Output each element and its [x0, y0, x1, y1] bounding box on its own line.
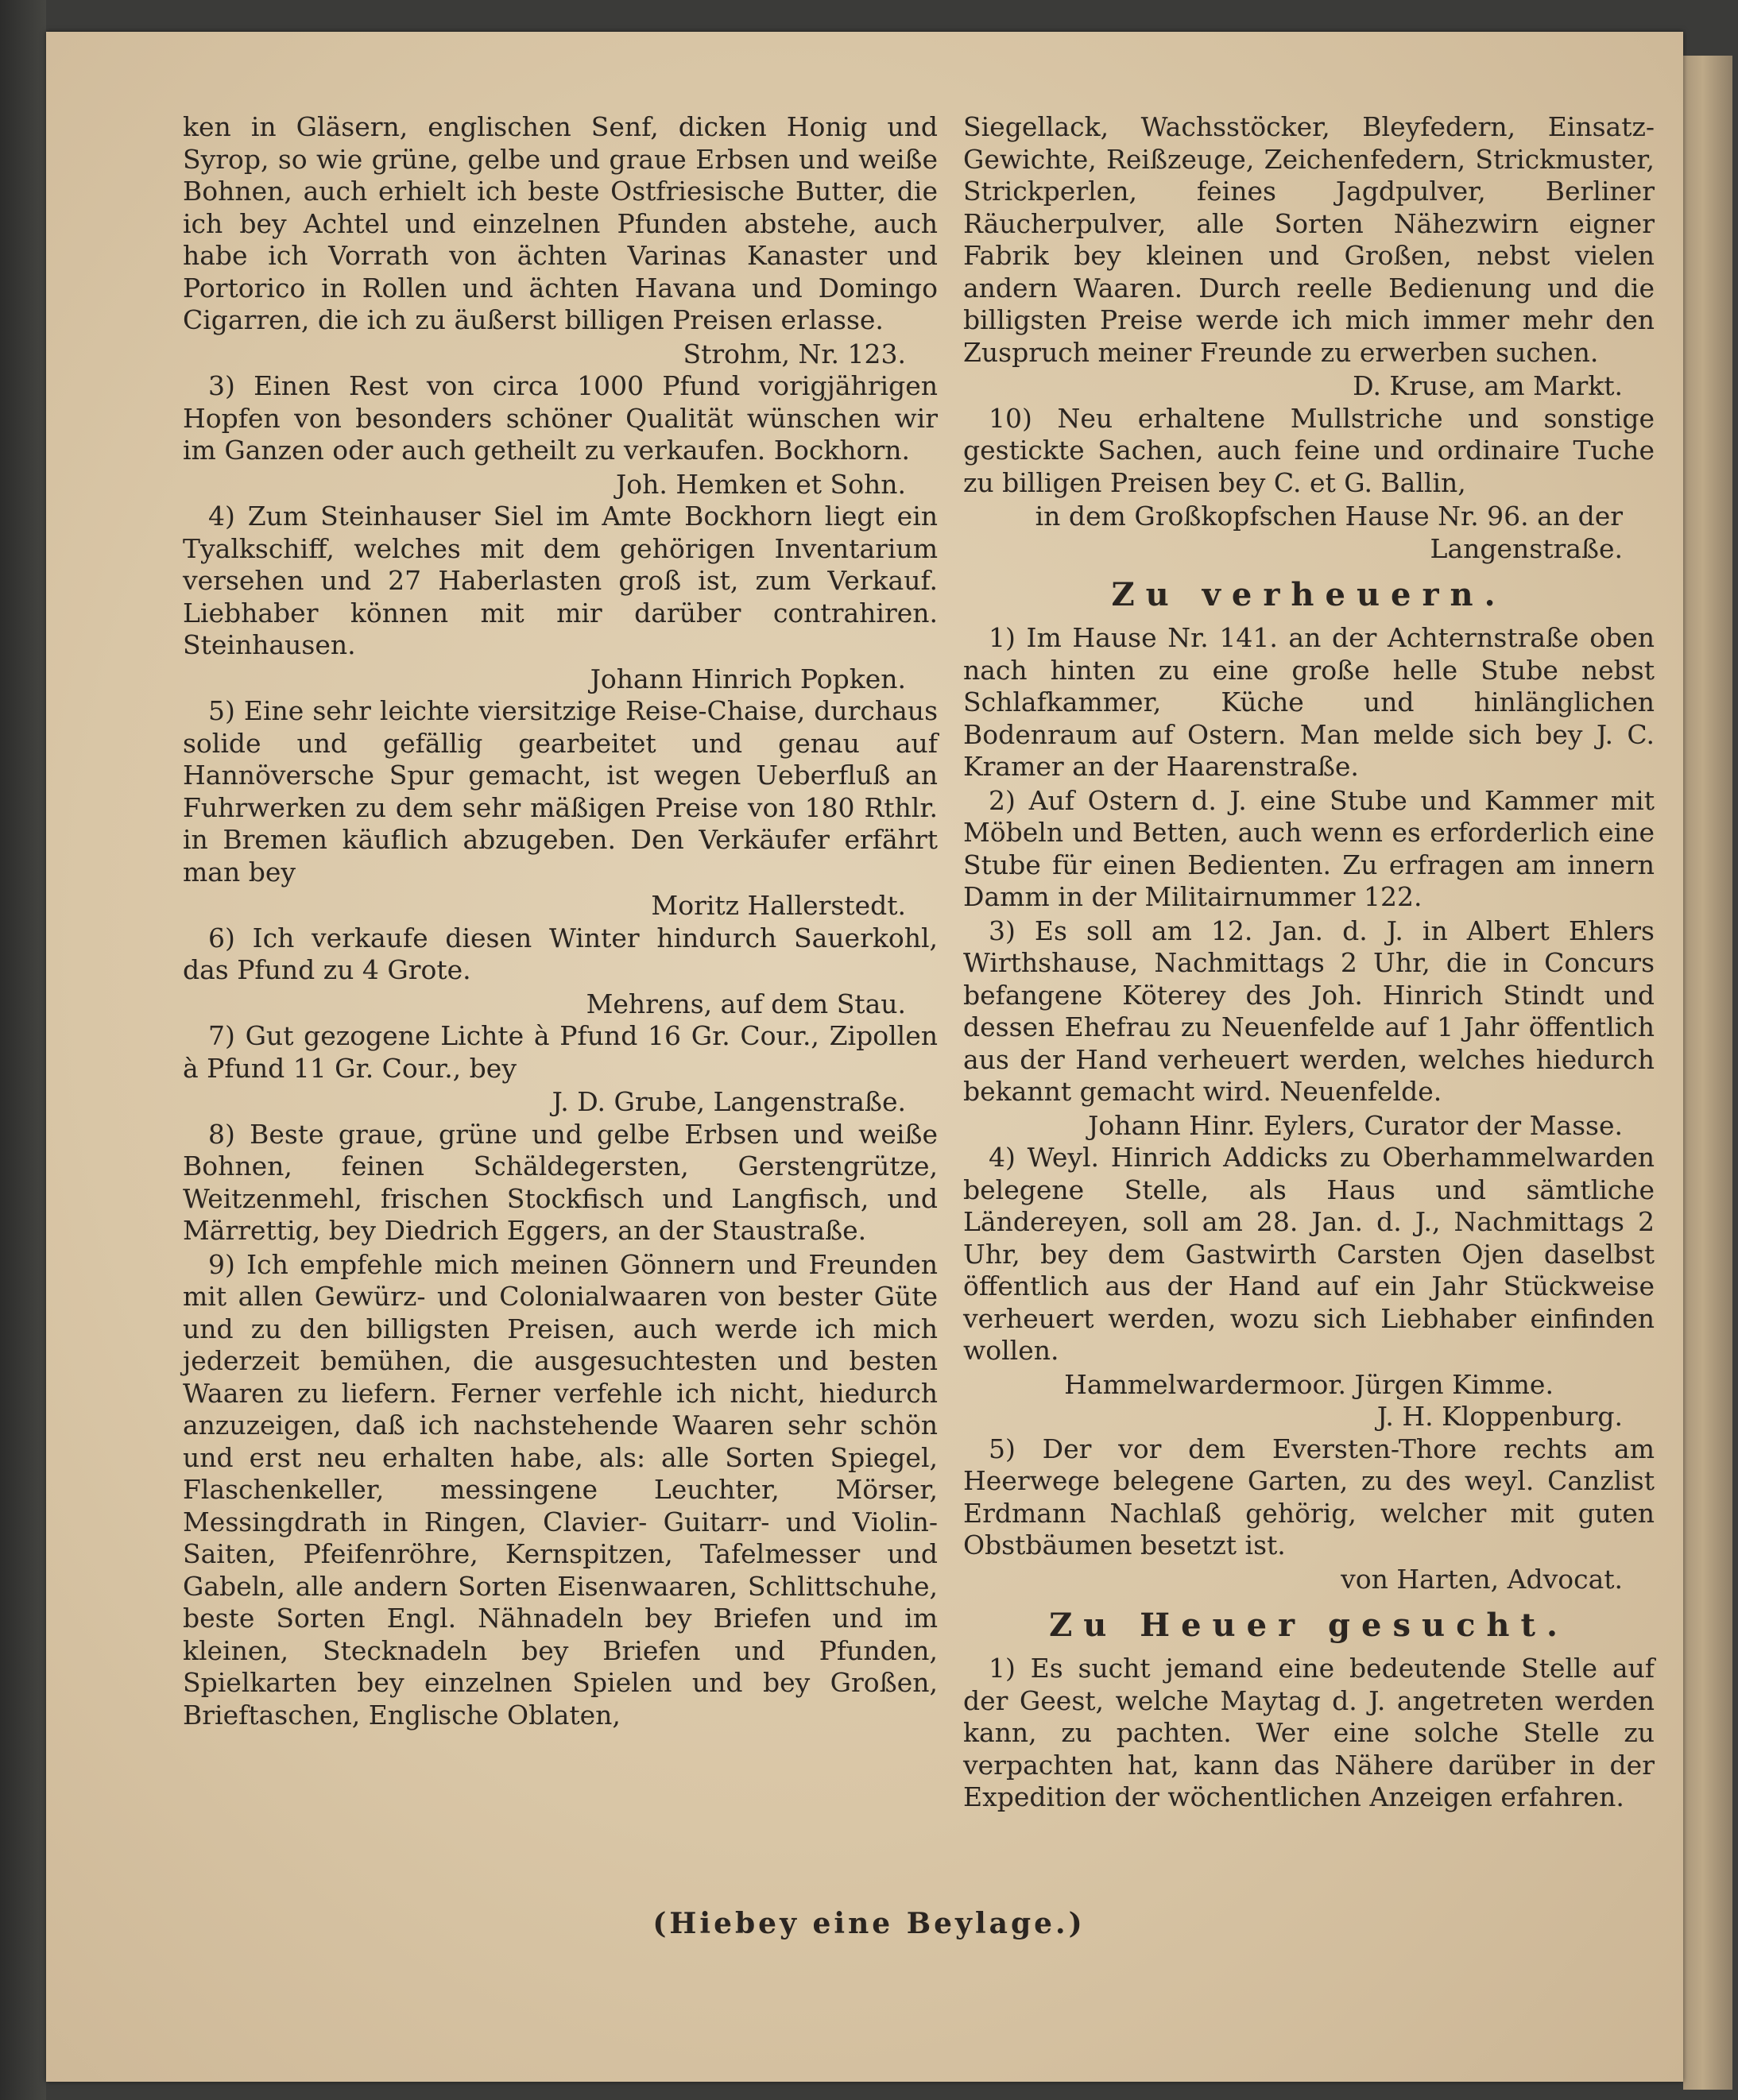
right-column — [963, 111, 1655, 1816]
section-heading-gesucht: Zu Heuer gesucht. — [1049, 1607, 1569, 1644]
rental-item-3: 3) Es soll am 12. Jan. d. J. in Albert Ehlers Wirthshause, Nachmittags 2 Uhr, die in Concurs befangene Köterey des Joh. Hinrich Stindt und dessen Ehefrau zu Neuenfelde auf 1 Jahr öffentlich aus der Hand verheuert werden, welches hiedurch bekannt gemacht wird. Neuenfelde. — [963, 915, 1655, 1107]
signature-grube: J. D. Grube, Langenstraße. — [552, 1086, 906, 1117]
signature-ballin: in dem Großkopfschen Hause Nr. 96. an der Langenstraße. — [1035, 501, 1623, 564]
paragraph-9-continued: Siegellack, Wachsstöcker, Bleyfedern, Einsatz-Gewichte, Reißzeuge, Zeichenfedern, Strickmuster, Strickperlen, feines Jagdpulver, Berliner Räucherpulver, alle Sorten Nähezwirn eigner Fabrik bey kleinen und Großen, nebst vielen andern Waaren. Durch reelle Bedienung und die billigsten Preise werde ich mich immer mehr den Zuspruch meiner Freunde zu erwerben suchen. — [963, 111, 1655, 368]
footer-supplement-note: (Hiebey eine Beylage.) — [652, 1907, 1086, 1940]
paragraph-6: 6) Ich verkaufe diesen Winter hindurch Sauerkohl, das Pfund zu 4 Grote. — [183, 922, 938, 985]
signature-eylers: Johann Hinr. Eylers, Curator der Masse. — [1088, 1109, 1623, 1141]
paragraph-8: 8) Beste graue, grüne und gelbe Erbsen und weiße Bohnen, feinen Schäldegersten, Gerstengrütze, Weitzenmehl, frischen Stockfisch und Langfisch, und Märrettig, bey Diedrich Eggers, an der Staustraße. — [183, 1118, 938, 1246]
rental-item-1: 1) Im Hause Nr. 141. an der Achternstraße oben nach hinten zu eine große helle Stube nebst Schlafkammer, Küche und hinlänglichen Bodenraum auf Ostern. Man melde sich bey J. C. Kramer an der Haarenstraße. — [963, 622, 1655, 782]
rental-item-5: 5) Der vor dem Eversten-Thore rechts am Heerwege belegene Garten, zu des weyl. Canzlist Erdmann Nachlaß gehörig, welcher mit guten Obstbäumen besetzt ist. — [963, 1433, 1655, 1560]
paragraph-intro: ken in Gläsern, englischen Senf, dicken Honig und Syrop, so wie grüne, gelbe und graue Erbsen und weiße Bohnen, auch erhielt ich beste Ostfriesische Butter, die ich bey Achtel und einzelnen Pfunden abstehe, auch habe ich Vorrath von ächten Varinas Kanaster und Portorico in Rollen und ächten Havana und Domingo Cigarren, die ich zu äußerst billigen Preisen erlasse. — [183, 111, 938, 335]
paragraph-10: 10) Neu erhaltene Mullstriche und sonstige gestickte Sachen, auch feine und ordinaire Tuche zu billigen Preisen bey C. et G. Ballin, — [963, 402, 1655, 498]
paragraph-3: 3) Einen Rest von circa 1000 Pfund vorigjährigen Hopfen von besonders schöner Qualität wünschen wir im Ganzen oder auch getheilt zu verkaufen. Bockhorn. — [183, 370, 938, 466]
signature-kruse: D. Kruse, am Markt. — [1353, 370, 1623, 401]
signature-kimme: Hammelwardermoor. Jürgen Kimme. — [1064, 1368, 1554, 1400]
left-column — [183, 111, 938, 1733]
paragraph-5: 5) Eine sehr leichte viersitzige Reise-Chaise, durchaus solide und gefällig gearbeitet und genau auf Hannöversche Spur gemacht, ist wegen Ueberfluß an Fuhrwerken zu dem sehr mäßigen Preise von 180 Rthlr. in Bremen käuflich abzugeben. Den Verkäufer erfährt man bey — [183, 695, 938, 888]
adjacent-page-edge — [1683, 56, 1732, 2090]
paragraph-7: 7) Gut gezogene Lichte à Pfund 16 Gr. Cour., Zipollen à Pfund 11 Gr. Cour., bey — [183, 1020, 938, 1084]
signature-hallerstedt: Moritz Hallerstedt. — [651, 890, 906, 921]
signature-strohm: Strohm, Nr. 123. — [683, 338, 906, 369]
paragraph-4: 4) Zum Steinhauser Siel im Amte Bockhorn liegt ein Tyalkschiff, welches mit dem gehörigen Inventarium versehen und 27 Haberlasten groß ist, zum Verkauf. Liebhaber können mit mir darüber contrahiren. Steinhausen. — [183, 501, 938, 660]
rental-item-4: 4) Weyl. Hinrich Addicks zu Oberhammelwarden belegene Stelle, als Haus und sämtliche Ländereyen, soll am 28. Jan. d. J., Nachmittags 2 Uhr, bey dem Gastwirth Carsten Ojen daselbst öffentlich aus der Hand auf ein Jahr Stückweise verheuert werden, wozu sich Liebhaber einfinden wollen. — [963, 1142, 1655, 1366]
signature-mehrens: Mehrens, auf dem Stau. — [586, 988, 906, 1019]
paragraph-9: 9) Ich empfehle mich meinen Gönnern und Freunden mit allen Gewürz- und Colonialwaaren von bester Güte und zu den billigsten Preisen, auch werde ich mich jederzeit bemühen, die ausgesuchtesten und besten Waaren zu liefern. Ferner verfehle ich nicht, hiedurch anzuzeigen, daß ich nachstehende Waaren sehr schön und erst neu erhalten habe, als: alle Sorten Spiegel, Flaschenkeller, messingene Leuchter, Mörser, Messingdrath in Ringen, Clavier- Guitarr- und Violin-Saiten, Pfeifenröhre, Kernspitzen, Tafelmesser und Gabeln, alle andern Sorten Eisenwaaren, Schlittschuhe, beste Sorten Engl. Nähnadeln bey Briefen und im kleinen, Stecknadeln bey Briefen und Pfunden, Spielkarten bey einzelnen Spielen und bey Großen, Brieftaschen, Englische Oblaten, — [183, 1248, 938, 1731]
wanted-item-1: 1) Es sucht jemand eine bedeutende Stelle auf der Geest, welche Maytag d. J. angetreten werden kann, zu pachten. Wer eine solche Stelle zu verpachten hat, kann das Nähere darüber in der Expedition der wöchentlichen Anzeigen erfahren. — [963, 1653, 1655, 1812]
signature-hemken: Joh. Hemken et Sohn. — [616, 468, 906, 500]
signature-harten: von Harten, Advocat. — [1341, 1563, 1623, 1595]
section-heading-verheuern: Zu verheuern. — [1111, 576, 1507, 613]
scan-background — [0, 0, 46, 2100]
signature-kloppenburg: J. H. Kloppenburg. — [1376, 1401, 1623, 1432]
rental-item-2: 2) Auf Ostern d. J. eine Stube und Kammer mit Möbeln und Betten, auch wenn es erforderlich eine Stube für einen Bedienten. Zu erfragen am innern Damm in der Militairnummer 122. — [963, 784, 1655, 912]
signature-popken: Johann Hinrich Popken. — [590, 663, 906, 694]
